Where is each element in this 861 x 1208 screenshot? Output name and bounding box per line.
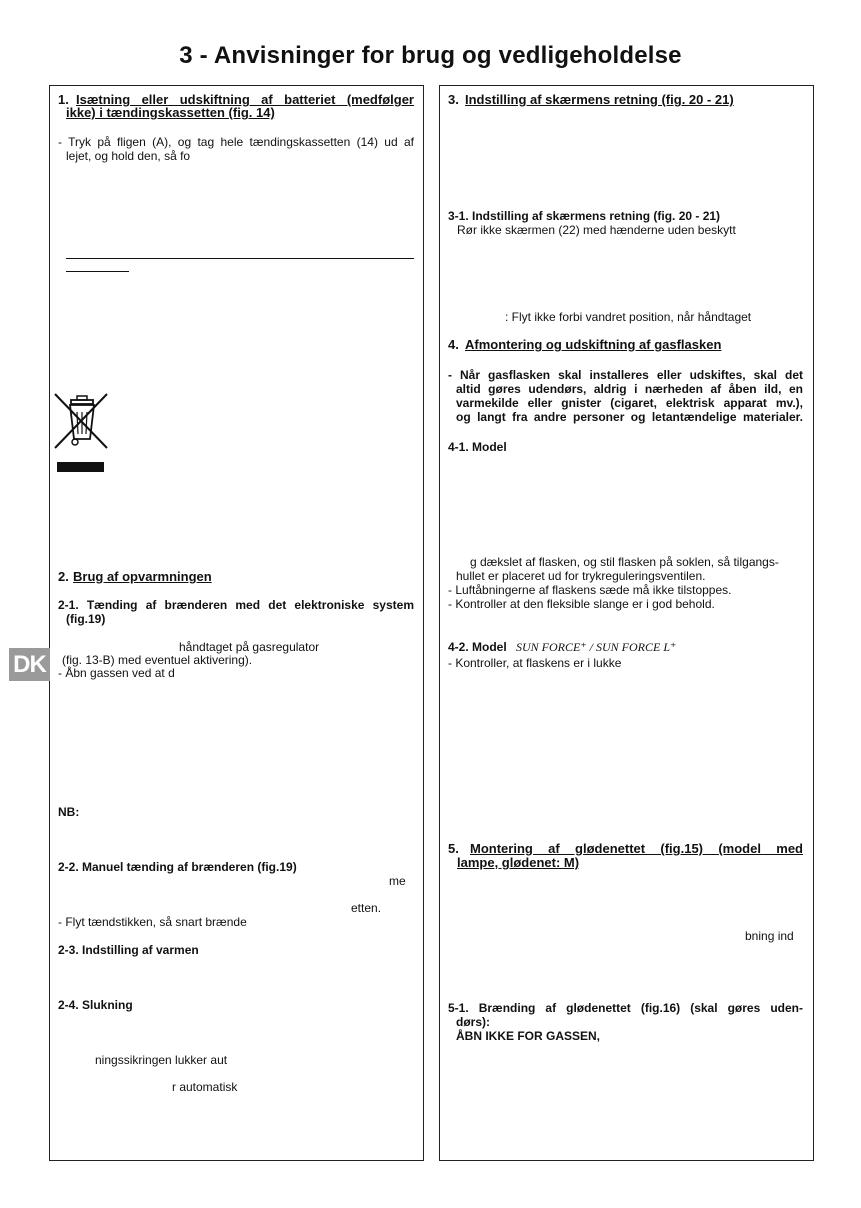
section-2-1-text-1: håndtaget på gasregulator: [179, 640, 320, 654]
section-2-1-title-line-1: 2-1. Tænding af brænderen med det elektroniske system: [58, 598, 414, 612]
section-5-title-line-1: Montering af glødenettet (fig.15) (model med: [470, 841, 803, 856]
language-tab: DK: [9, 648, 50, 681]
section-1-number: 1.: [58, 92, 69, 107]
underline-rule-short: [66, 271, 129, 272]
section-2-4-title: 2-4. Slukning: [58, 998, 133, 1012]
nb-label: NB:: [58, 805, 80, 819]
section-2-1-text-3: - Åbn gassen ved at d: [58, 666, 175, 680]
section-4-title: Afmontering og udskiftning af gasflasken: [465, 337, 722, 352]
page-title: 3 - Anvisninger for brug og vedligeholdelse: [179, 42, 682, 69]
section-1-paragraph-line-2: lejet, og hold den, så fo: [66, 149, 191, 163]
section-5-number: 5.: [448, 841, 459, 856]
section-4-1-text-4: - Kontroller at den fleksible slange er i god behold.: [448, 597, 715, 611]
section-5-1-warning: ÅBN IKKE FOR GASSEN,: [456, 1029, 601, 1043]
section-4-warning-line-1: - Når gasflasken skal installeres eller udskiftes, skal det: [448, 368, 803, 382]
section-4-number: 4.: [448, 337, 459, 352]
section-4-2-model-name: SUN FORCE⁺ / SUN FORCE L⁺: [516, 640, 677, 654]
right-column: [439, 85, 814, 1161]
weee-black-bar: [57, 462, 104, 472]
section-2-1-text-2: (fig. 13-B) med eventuel aktivering).: [62, 653, 253, 667]
section-2-4-text-1: ningssikringen lukker aut: [95, 1053, 228, 1067]
section-4-2-title: 4-2. Model: [448, 640, 507, 654]
section-5-1-title-line-1: 5-1. Brænding af glødenettet (fig.16) (skal gøres uden-: [448, 1001, 803, 1015]
section-1-title-line-1: Isætning eller udskiftning af batteriet (medfølger: [76, 92, 414, 107]
section-2-title: Brug af opvarmningen: [73, 569, 212, 584]
section-2-2-text-2: etten.: [351, 901, 382, 915]
crossed-out-wheelie-bin-icon: [53, 392, 109, 450]
section-4-1-text-3: - Luftåbningerne af flaskens sæde må ikke tilstoppes.: [448, 583, 732, 597]
section-2-3-title: 2-3. Indstilling af varmen: [58, 943, 199, 957]
section-4-1-text-2: hullet er placeret ud for trykreguleringsventilen.: [456, 569, 706, 583]
section-3-number: 3.: [448, 92, 459, 107]
section-1-title-line-2: ikke) i tændingskassetten (fig. 14): [66, 105, 275, 120]
section-2-1-title-line-2: (fig.19): [66, 612, 106, 626]
section-3-1-text-2: : Flyt ikke forbi vandret position, når håndtaget: [505, 310, 752, 324]
section-2-4-text-2: r automatisk: [172, 1080, 238, 1094]
section-3-1-text-1: Rør ikke skærmen (22) med hænderne uden beskytt: [457, 223, 736, 237]
section-2-number: 2.: [58, 569, 69, 584]
section-2-2-text-3: - Flyt tændstikken, så snart brænde: [58, 915, 247, 929]
section-4-warning-line-3: varmekilde eller gnister (cigaret, elektrisk apparat mv.),: [456, 396, 803, 410]
section-4-1-text-1: g dækslet af flasken, og stil flasken på soklen, så tilgangs-: [470, 555, 779, 569]
section-3-title: Indstilling af skærmens retning (fig. 20 - 21): [465, 92, 734, 107]
section-5-text-1: bning ind: [745, 929, 794, 943]
section-4-warning-line-2: altid gøres udendørs, aldrig i nærheden af åben ild, en: [456, 382, 803, 396]
section-4-warning-line-4: og langt fra andre personer og letantændelige materialer.: [456, 410, 803, 424]
section-4-1-title: 4-1. Model: [448, 440, 507, 454]
section-2-2-title: 2-2. Manuel tænding af brænderen (fig.19): [58, 860, 297, 874]
underline-rule: [66, 258, 414, 259]
section-5-title-line-2: lampe, glødenet: M): [457, 855, 580, 870]
section-4-2-text-1: - Kontroller, at flaskens er i lukke: [448, 656, 622, 670]
section-1-paragraph-line-1: - Tryk på fligen (A), og tag hele tændingskassetten (14) ud af: [58, 135, 414, 149]
section-2-2-text-1: me: [389, 874, 406, 888]
section-5-1-title-line-2: dørs):: [456, 1015, 490, 1029]
section-3-1-title: 3-1. Indstilling af skærmens retning (fig. 20 - 21): [448, 209, 721, 223]
